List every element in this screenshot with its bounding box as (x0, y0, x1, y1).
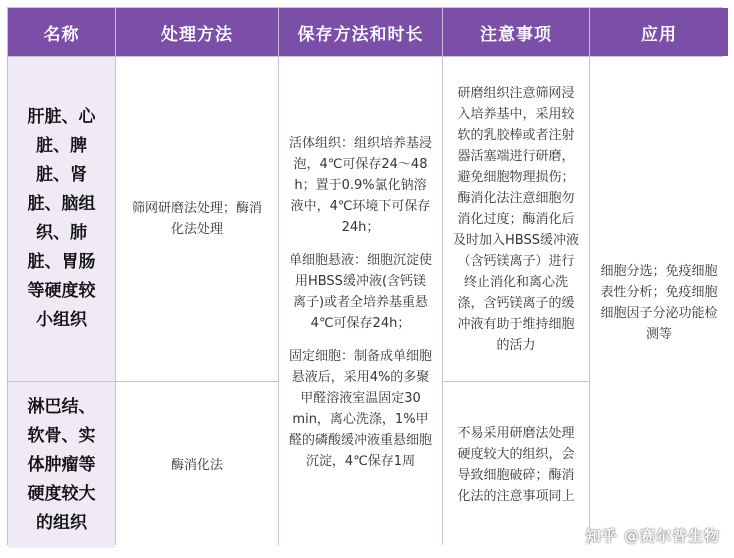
row-hard-tissue-method: 酶消化法 (116, 382, 278, 548)
header-application: 应用 (590, 8, 728, 56)
storage-live-tissue: 活体组织：组织培养基浸泡，4℃可保存24～48 h；置于0.9%氯化钠溶液中，4℃环境下可保存24h； (289, 136, 433, 235)
header-storage: 保存方法和时长 (279, 8, 442, 56)
row-hard-tissue-name: 淋巴结、软骨、实体肿瘤等硬度较大的组织 (8, 382, 115, 548)
row-soft-tissue-notes: 研磨组织注意筛网浸入培养基中，采用较软的乳胶棒或者注射器活塞端进行研磨，避免细胞物理损伤；酶消化法注意细胞勿消化过度；酶消化后及时加入HBSS缓冲液（含钙镁离子）进行终止消化和离心洗涤，含钙镁离子的缓冲液有助于维持细胞的活力 (443, 57, 589, 381)
storage-cell (279, 57, 442, 548)
storage-fixed-cell: 固定细胞：制备成单细胞悬液后，采用4%的多聚甲醛溶液室温固定30 min，离心洗涤，1%甲醛的磷酸缓冲液重悬细胞沉淀，4℃保存1周 (289, 349, 433, 469)
tissue-processing-table (7, 7, 723, 545)
header-method: 处理方法 (116, 8, 278, 56)
row-soft-tissue-name: 肝脏、心脏、脾脏、肾脏、脑组织、肺脏、胃肠等硬度较小组织 (8, 57, 115, 381)
row-hard-tissue-notes: 不易采用研磨法处理硬度较大的组织，会导致细胞破碎；酶消化法的注意事项同上 (443, 382, 589, 548)
zhihu-watermark: 知乎 @赛尔普生物 (585, 527, 720, 545)
storage-single-cell: 单细胞悬液：细胞沉淀使用HBSS缓冲液(含钙镁离子)或者全培养基重悬4℃可保存24h； (289, 253, 433, 331)
header-name: 名称 (8, 8, 115, 56)
row-soft-tissue-method: 筛网研磨法处理；酶消化法处理 (116, 57, 278, 381)
application-cell: 细胞分选；免疫细胞表性分析；免疫细胞细胞因子分泌功能检测等 (590, 57, 728, 548)
header-notes: 注意事项 (443, 8, 589, 56)
